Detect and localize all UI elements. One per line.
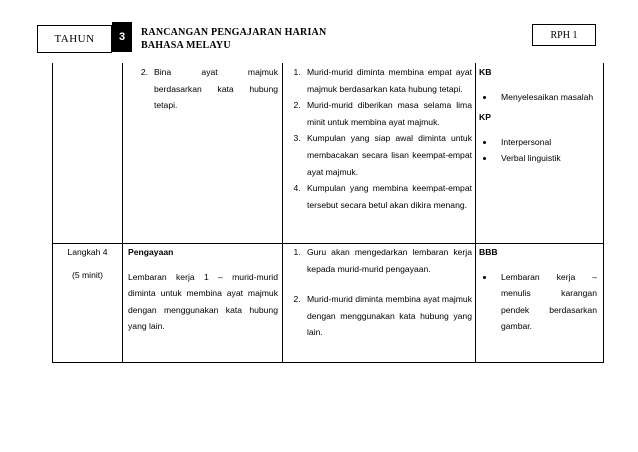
- kp-list: [479, 134, 601, 167]
- row1-activity-item: 2. Murid-murid diberikan masa selama lima minit untuk membina ayat majmuk.: [303, 97, 472, 130]
- step-time: (5 minit): [71, 269, 104, 280]
- kb-heading: KB: [479, 67, 492, 77]
- row1-notes-cell: [479, 64, 601, 167]
- row2-activity-list: [287, 244, 472, 341]
- kp-item: • Interpersonal: [495, 134, 601, 151]
- kb-item: • Menyelesaikan masalah: [495, 89, 601, 106]
- document-title-line2: BAHASA MELAYU: [141, 39, 231, 51]
- kp-heading: KP: [479, 112, 491, 123]
- row2-content-cell: [128, 244, 278, 335]
- bbb-list: [479, 269, 597, 335]
- tahun-number: 3: [118, 31, 126, 43]
- rph-label: RPH 1: [550, 29, 578, 41]
- row1-activities-cell: [287, 64, 472, 213]
- row2-notes-cell: [479, 244, 597, 335]
- document-title-line1: RANCANGAN PENGAJARAN HARIAN: [141, 27, 327, 38]
- row2-step-cell: [53, 244, 122, 283]
- enrichment-text: Lembaran kerja 1 – murid-murid diminta untuk membina ayat majmuk dengan menggunakan kata hubung yang lain.: [128, 271, 278, 332]
- row1-activity-item: 3. Kumpulan yang siap awal diminta untuk membacakan secara lisan keempat-empat ayat majmuk.: [303, 130, 472, 180]
- row1-content-item-number: 2.: [140, 67, 148, 77]
- kb-list: [479, 89, 601, 106]
- kp-item: • Verbal linguistik: [495, 150, 601, 167]
- tahun-label: TAHUN: [54, 33, 95, 45]
- row1-activity-item: 4. Kumpulan yang membina keempat-empat tersebut secara betul akan dikira menang.: [303, 180, 472, 213]
- enrichment-heading: Pengayaan: [128, 247, 174, 257]
- row1-content-cell: [128, 64, 278, 114]
- row1-activity-list: [287, 64, 472, 213]
- bbb-item: • Lembaran kerja – menulis karangan pendek berdasarkan gambar.: [495, 269, 597, 335]
- row1-content-item: [128, 64, 278, 114]
- row2-activity-item: 2. Murid-murid diminta membina ayat majmuk dengan menggunakan kata hubung yang lain.: [303, 291, 472, 341]
- row2-activity-item: 1. Guru akan mengedarkan lembaran kerja kepada murid-murid pengayaan.: [303, 244, 472, 277]
- bbb-heading: BBB: [479, 247, 498, 257]
- step-label: Langkah 4: [67, 247, 108, 257]
- row2-activities-cell: [287, 244, 472, 341]
- row1-activity-item: 1. Murid-murid diminta membina empat ayat majmuk berdasarkan kata hubung tetapi.: [303, 64, 472, 97]
- row1-content-item-text: Bina ayat majmuk berdasarkan kata hubung tetapi.: [154, 67, 278, 111]
